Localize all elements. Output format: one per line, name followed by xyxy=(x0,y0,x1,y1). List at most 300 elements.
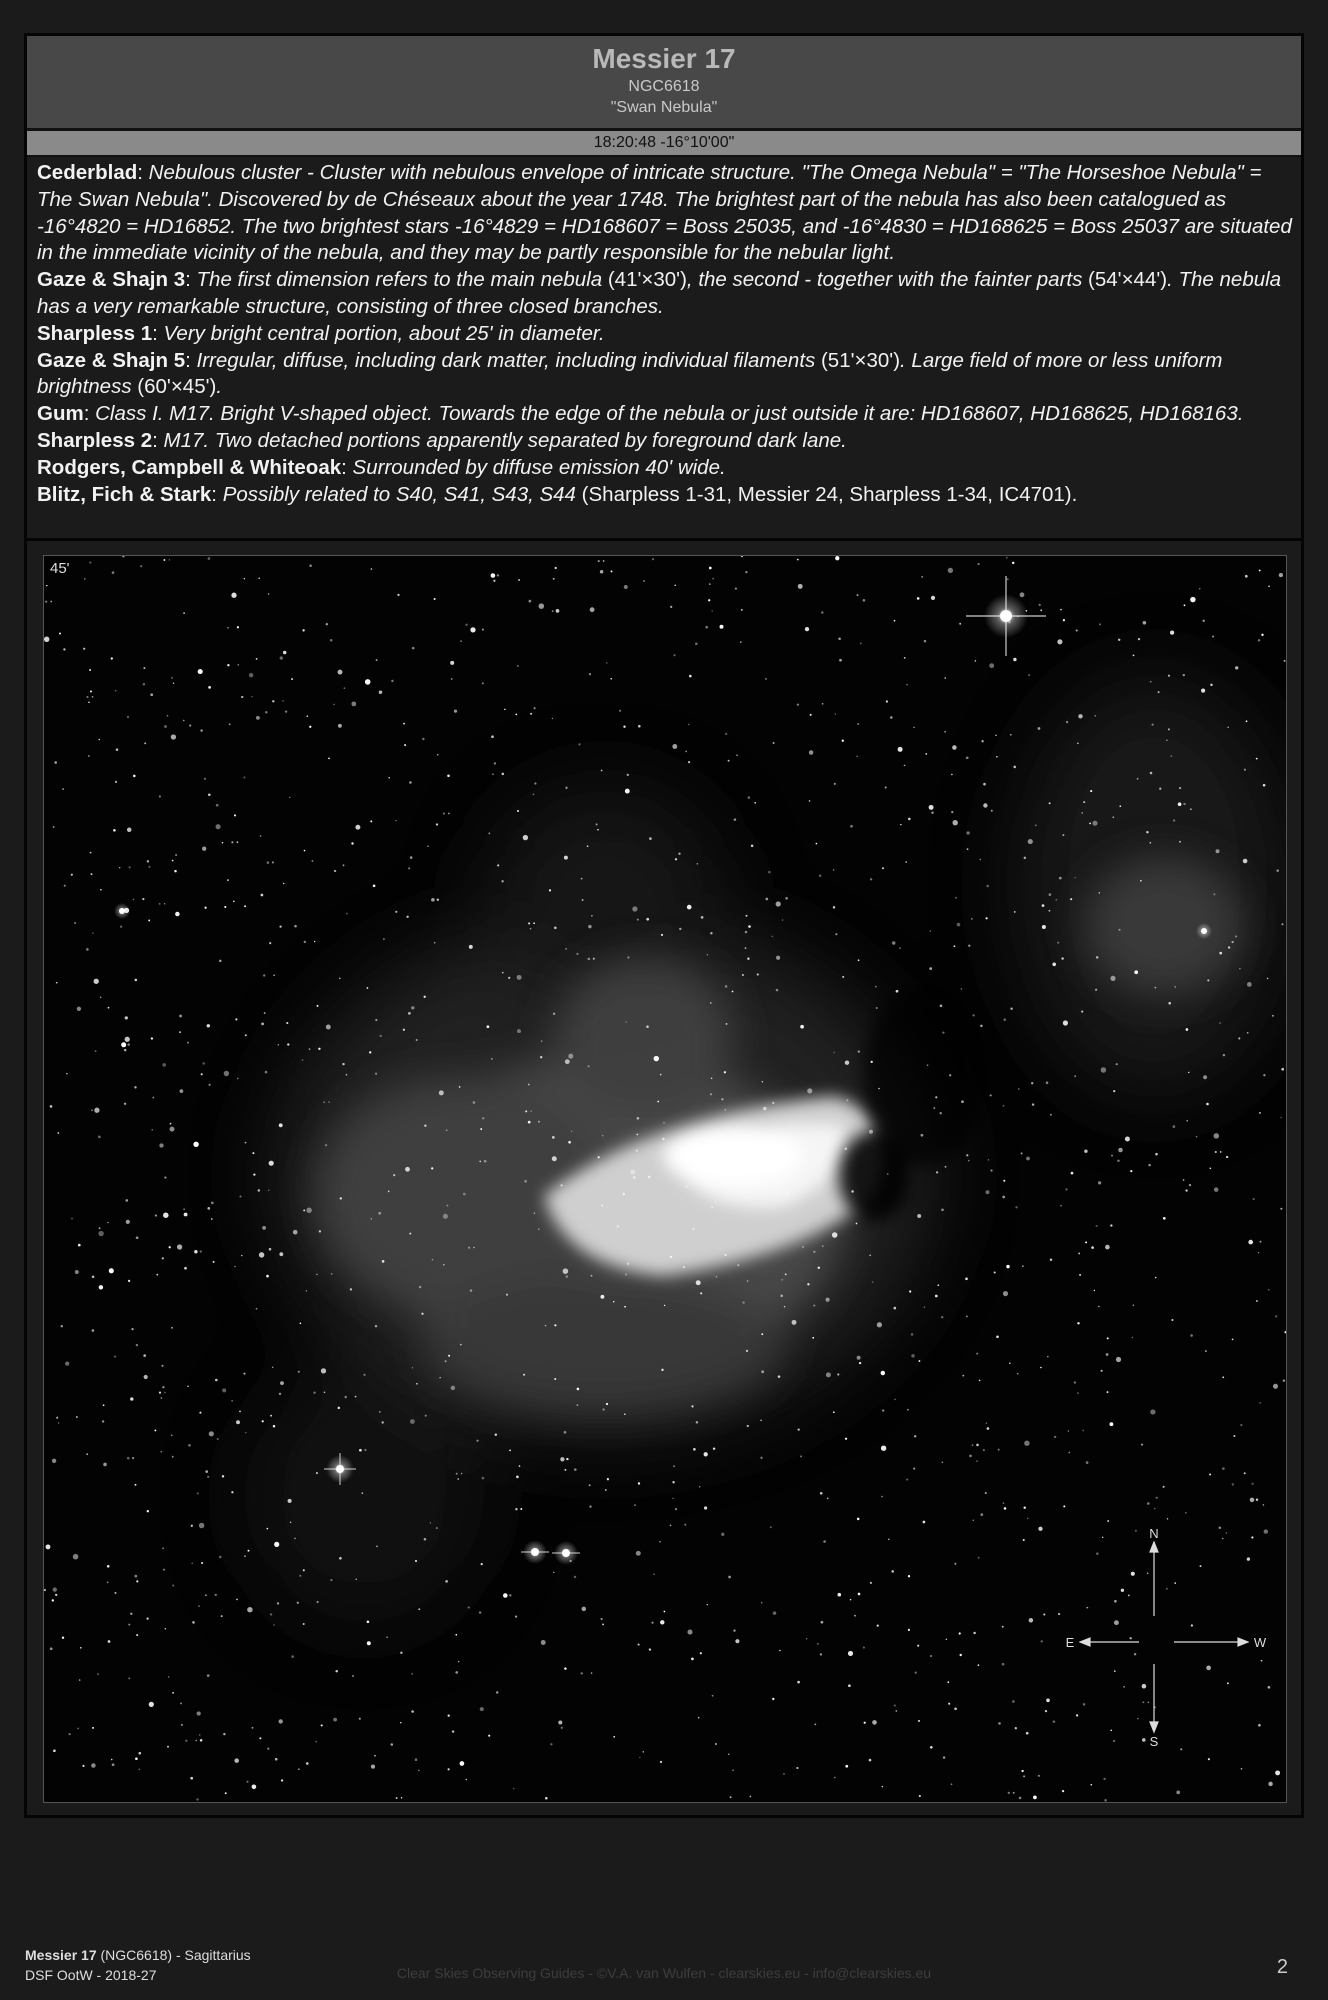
star xyxy=(447,774,450,777)
star xyxy=(1150,772,1153,775)
star xyxy=(130,1613,132,1615)
star xyxy=(833,1052,835,1054)
star xyxy=(495,1433,497,1435)
star xyxy=(1142,1701,1144,1703)
star xyxy=(1283,1379,1286,1382)
star xyxy=(50,1105,53,1108)
star xyxy=(683,1266,685,1268)
coordinates-bar: 18:20:48 -16°10'00" xyxy=(27,130,1301,157)
star xyxy=(1227,1682,1229,1684)
star xyxy=(858,1593,861,1596)
star xyxy=(754,802,756,804)
star xyxy=(391,680,393,682)
star xyxy=(947,1681,949,1683)
star xyxy=(1282,923,1284,925)
star xyxy=(1176,1791,1180,1795)
star xyxy=(710,1093,712,1095)
star xyxy=(596,823,598,825)
star xyxy=(465,624,467,626)
star xyxy=(888,1538,890,1540)
star xyxy=(1102,1537,1103,1538)
star xyxy=(1268,1289,1270,1291)
star xyxy=(983,803,987,807)
star xyxy=(1049,893,1052,896)
star xyxy=(170,1123,172,1125)
star xyxy=(1163,1217,1166,1220)
star xyxy=(1007,578,1009,580)
star xyxy=(1028,839,1033,844)
star xyxy=(71,874,73,876)
star xyxy=(272,700,274,702)
star xyxy=(144,1375,148,1379)
star xyxy=(539,603,545,609)
star xyxy=(92,1727,94,1729)
star xyxy=(1213,893,1215,895)
star xyxy=(316,1472,318,1474)
star xyxy=(1003,1502,1004,1503)
star xyxy=(487,1025,490,1028)
description-text: : xyxy=(211,482,223,506)
star xyxy=(961,1100,964,1103)
star xyxy=(208,1084,210,1086)
star xyxy=(633,1176,635,1178)
star xyxy=(183,720,184,721)
star xyxy=(291,1655,294,1658)
star xyxy=(710,1002,711,1003)
star xyxy=(233,901,235,903)
star xyxy=(877,1322,882,1327)
star xyxy=(1086,1607,1088,1609)
star xyxy=(460,640,462,642)
star xyxy=(589,1506,591,1508)
compass-e: E xyxy=(1065,1635,1075,1650)
star xyxy=(169,1246,171,1248)
star xyxy=(248,1550,250,1552)
star xyxy=(710,932,712,934)
star xyxy=(89,562,91,564)
description-text: : xyxy=(341,455,353,479)
star xyxy=(262,1226,266,1230)
star xyxy=(711,1206,713,1208)
star xyxy=(1263,1504,1265,1506)
star xyxy=(268,1189,270,1191)
star xyxy=(792,1320,797,1325)
star xyxy=(144,742,146,744)
star xyxy=(127,828,132,833)
star xyxy=(1179,841,1181,843)
star xyxy=(985,1190,989,1194)
star xyxy=(183,1208,185,1210)
star xyxy=(821,1170,823,1172)
star xyxy=(814,1724,816,1726)
star xyxy=(673,654,675,656)
star xyxy=(391,1743,394,1746)
star xyxy=(326,1025,331,1030)
star xyxy=(733,1630,735,1632)
star xyxy=(687,905,692,910)
star xyxy=(930,1746,933,1749)
star xyxy=(797,703,799,705)
description-text: , the second - together with the fainter parts xyxy=(686,268,1089,292)
description-text: . The nebula has a very remarkable structure, consisting of three closed branches. xyxy=(37,268,1282,318)
star xyxy=(267,1748,269,1750)
star xyxy=(405,1167,410,1172)
star xyxy=(1009,1362,1010,1363)
star xyxy=(306,1208,312,1214)
star xyxy=(881,1496,883,1498)
star xyxy=(127,716,129,718)
star xyxy=(1096,1225,1098,1227)
star xyxy=(1040,1367,1042,1369)
star xyxy=(1240,1424,1242,1426)
star xyxy=(200,1739,203,1742)
star xyxy=(908,818,911,821)
star xyxy=(672,744,677,749)
star xyxy=(1133,655,1135,657)
star xyxy=(724,1071,726,1073)
star xyxy=(1077,743,1078,744)
star xyxy=(419,1286,422,1289)
object-nickname: "Swan Nebula" xyxy=(610,99,718,116)
star xyxy=(403,1029,405,1031)
star xyxy=(856,755,858,757)
star xyxy=(1090,1784,1092,1786)
star xyxy=(930,1655,932,1657)
star xyxy=(770,1526,772,1528)
star xyxy=(224,1071,229,1076)
object-title: Messier 17 xyxy=(592,43,736,74)
star xyxy=(99,1227,101,1229)
star xyxy=(966,1315,968,1317)
star xyxy=(108,1007,110,1009)
star xyxy=(894,1307,897,1310)
star xyxy=(1261,1660,1263,1662)
star xyxy=(917,1645,919,1647)
star xyxy=(911,1354,914,1357)
star xyxy=(328,1101,329,1102)
star xyxy=(1174,1582,1176,1584)
star xyxy=(64,885,66,887)
star xyxy=(130,1397,133,1400)
star xyxy=(355,1578,357,1580)
star xyxy=(278,1044,280,1046)
star xyxy=(473,1247,475,1249)
star xyxy=(247,1607,252,1612)
star xyxy=(1183,803,1185,805)
star xyxy=(833,869,835,871)
star xyxy=(267,1528,269,1530)
star xyxy=(92,1329,95,1332)
star xyxy=(700,1292,702,1294)
star xyxy=(1203,1075,1207,1079)
star xyxy=(177,1244,182,1249)
star xyxy=(401,1797,403,1799)
star xyxy=(409,1233,411,1235)
star xyxy=(216,824,221,829)
star xyxy=(115,1592,117,1594)
star xyxy=(807,1283,809,1285)
star xyxy=(1272,1015,1274,1017)
star xyxy=(1268,1782,1272,1786)
star xyxy=(1246,720,1248,722)
star xyxy=(165,1628,167,1630)
star xyxy=(983,1449,985,1451)
star xyxy=(1114,1620,1119,1625)
star xyxy=(88,755,90,757)
star xyxy=(202,847,206,851)
star xyxy=(826,1298,830,1302)
star xyxy=(371,1765,375,1769)
star xyxy=(213,1261,215,1263)
star xyxy=(745,947,747,949)
star xyxy=(952,745,956,749)
star xyxy=(359,1718,361,1720)
star xyxy=(351,702,356,707)
star xyxy=(76,1416,78,1418)
star xyxy=(410,856,413,859)
star xyxy=(1010,1008,1012,1010)
star xyxy=(882,1786,883,1787)
ngc-designation: NGC6618 xyxy=(628,78,700,95)
star xyxy=(705,626,708,629)
star xyxy=(370,820,372,822)
star xyxy=(990,1169,992,1171)
star xyxy=(287,1043,289,1045)
star xyxy=(785,1273,787,1275)
star xyxy=(150,693,153,696)
star xyxy=(1024,1441,1029,1446)
star xyxy=(525,1110,527,1112)
star xyxy=(869,1130,873,1134)
star xyxy=(1101,1370,1103,1372)
star xyxy=(44,637,49,642)
star xyxy=(661,934,663,936)
star xyxy=(593,958,595,960)
star xyxy=(894,1705,896,1707)
star xyxy=(77,1728,79,1730)
star xyxy=(577,1404,579,1406)
star xyxy=(541,1040,543,1042)
star xyxy=(1039,604,1041,606)
star xyxy=(995,735,996,736)
star xyxy=(871,1061,873,1063)
star xyxy=(1190,1334,1193,1337)
star xyxy=(252,1784,257,1789)
star xyxy=(359,1449,362,1452)
star xyxy=(962,1375,964,1377)
star xyxy=(446,1205,448,1207)
star xyxy=(713,1447,715,1449)
star xyxy=(1173,1125,1176,1128)
star xyxy=(339,1557,342,1560)
star xyxy=(135,1484,137,1486)
star xyxy=(338,670,343,675)
star xyxy=(783,1773,785,1775)
star xyxy=(870,878,872,880)
description-source: Gaze & Shajn 5 xyxy=(37,348,186,372)
star xyxy=(1006,557,1008,559)
star xyxy=(881,1446,886,1451)
star xyxy=(603,560,605,562)
star xyxy=(225,1792,227,1794)
star xyxy=(1021,1770,1023,1772)
star xyxy=(451,678,453,680)
star xyxy=(813,1305,815,1307)
star xyxy=(1206,1666,1211,1671)
star xyxy=(858,1050,860,1052)
star xyxy=(870,1582,872,1584)
star xyxy=(534,707,536,709)
star xyxy=(959,623,961,625)
star xyxy=(1258,639,1260,641)
star xyxy=(1110,1730,1112,1732)
star xyxy=(565,948,567,950)
star xyxy=(1068,1430,1070,1432)
star xyxy=(160,1451,162,1453)
star xyxy=(691,1658,694,1661)
star xyxy=(1041,1640,1043,1642)
star xyxy=(234,814,236,816)
star xyxy=(960,1654,962,1656)
star xyxy=(256,658,258,660)
star xyxy=(1190,808,1191,809)
star xyxy=(643,580,645,582)
star xyxy=(949,1074,951,1076)
star xyxy=(129,866,131,868)
star-field xyxy=(44,556,1286,1802)
star xyxy=(1256,1300,1258,1302)
star xyxy=(1273,1384,1278,1389)
star xyxy=(941,1316,943,1318)
star xyxy=(198,669,203,674)
star xyxy=(56,982,58,984)
star xyxy=(501,880,503,882)
star xyxy=(344,687,346,689)
star xyxy=(732,1769,734,1771)
star xyxy=(237,626,239,628)
star xyxy=(1076,629,1078,631)
star xyxy=(918,1720,920,1722)
star xyxy=(461,1473,463,1475)
star xyxy=(960,988,962,990)
star xyxy=(169,559,170,560)
star xyxy=(736,754,738,756)
star xyxy=(1024,1507,1026,1509)
star xyxy=(988,1159,990,1161)
star xyxy=(120,925,122,927)
star xyxy=(827,1498,829,1500)
star xyxy=(89,669,91,671)
star xyxy=(94,979,99,984)
star xyxy=(587,1065,589,1067)
star xyxy=(624,1413,626,1415)
star xyxy=(685,751,687,753)
star xyxy=(463,1193,466,1196)
star xyxy=(530,713,532,715)
star xyxy=(437,899,439,901)
description-text: : xyxy=(137,161,149,184)
star xyxy=(97,1673,99,1675)
star xyxy=(538,1228,540,1230)
star xyxy=(1008,1792,1010,1794)
star xyxy=(598,1156,600,1158)
star xyxy=(638,725,641,728)
star xyxy=(780,1295,782,1297)
star xyxy=(1214,1133,1220,1139)
star xyxy=(560,1184,562,1186)
star xyxy=(823,1540,826,1543)
star xyxy=(574,1468,577,1471)
star xyxy=(1004,1507,1007,1510)
star xyxy=(1099,623,1101,625)
star xyxy=(651,1622,653,1624)
star xyxy=(878,1088,880,1090)
star xyxy=(1045,1710,1047,1712)
star xyxy=(133,775,136,778)
star xyxy=(333,1718,337,1722)
star xyxy=(976,1460,978,1462)
star xyxy=(424,996,426,998)
star xyxy=(1085,1241,1087,1243)
star xyxy=(125,1016,128,1019)
star xyxy=(457,1478,459,1480)
star xyxy=(863,599,866,602)
star xyxy=(790,1149,793,1152)
star xyxy=(1021,1152,1023,1154)
star xyxy=(138,1768,140,1770)
star xyxy=(311,860,313,862)
star xyxy=(136,1236,139,1239)
star xyxy=(1082,1430,1084,1432)
star xyxy=(588,958,591,961)
star xyxy=(670,1525,672,1527)
star xyxy=(351,842,353,844)
star xyxy=(436,823,438,825)
star xyxy=(362,1492,364,1494)
star xyxy=(473,1101,476,1104)
star xyxy=(272,1367,273,1368)
star xyxy=(638,1482,640,1484)
star xyxy=(561,1727,563,1729)
star xyxy=(896,990,899,993)
star xyxy=(892,941,896,945)
star xyxy=(99,1285,103,1289)
star xyxy=(1113,1090,1115,1092)
star xyxy=(1244,1472,1246,1474)
star xyxy=(1263,784,1266,787)
star xyxy=(382,1421,384,1423)
star xyxy=(170,1127,175,1132)
star xyxy=(821,611,824,614)
star xyxy=(1170,755,1172,757)
star xyxy=(229,723,231,725)
star xyxy=(92,696,94,698)
star xyxy=(335,1670,337,1672)
star xyxy=(100,997,102,999)
star xyxy=(103,1463,107,1467)
star xyxy=(415,1758,418,1761)
star xyxy=(545,1797,548,1800)
star xyxy=(502,773,505,776)
star xyxy=(258,1189,260,1191)
star xyxy=(534,1213,535,1214)
star xyxy=(699,1486,700,1487)
star xyxy=(701,916,704,919)
star xyxy=(269,1248,272,1251)
star xyxy=(737,1264,739,1266)
star xyxy=(822,1245,824,1247)
star xyxy=(1185,1512,1187,1514)
